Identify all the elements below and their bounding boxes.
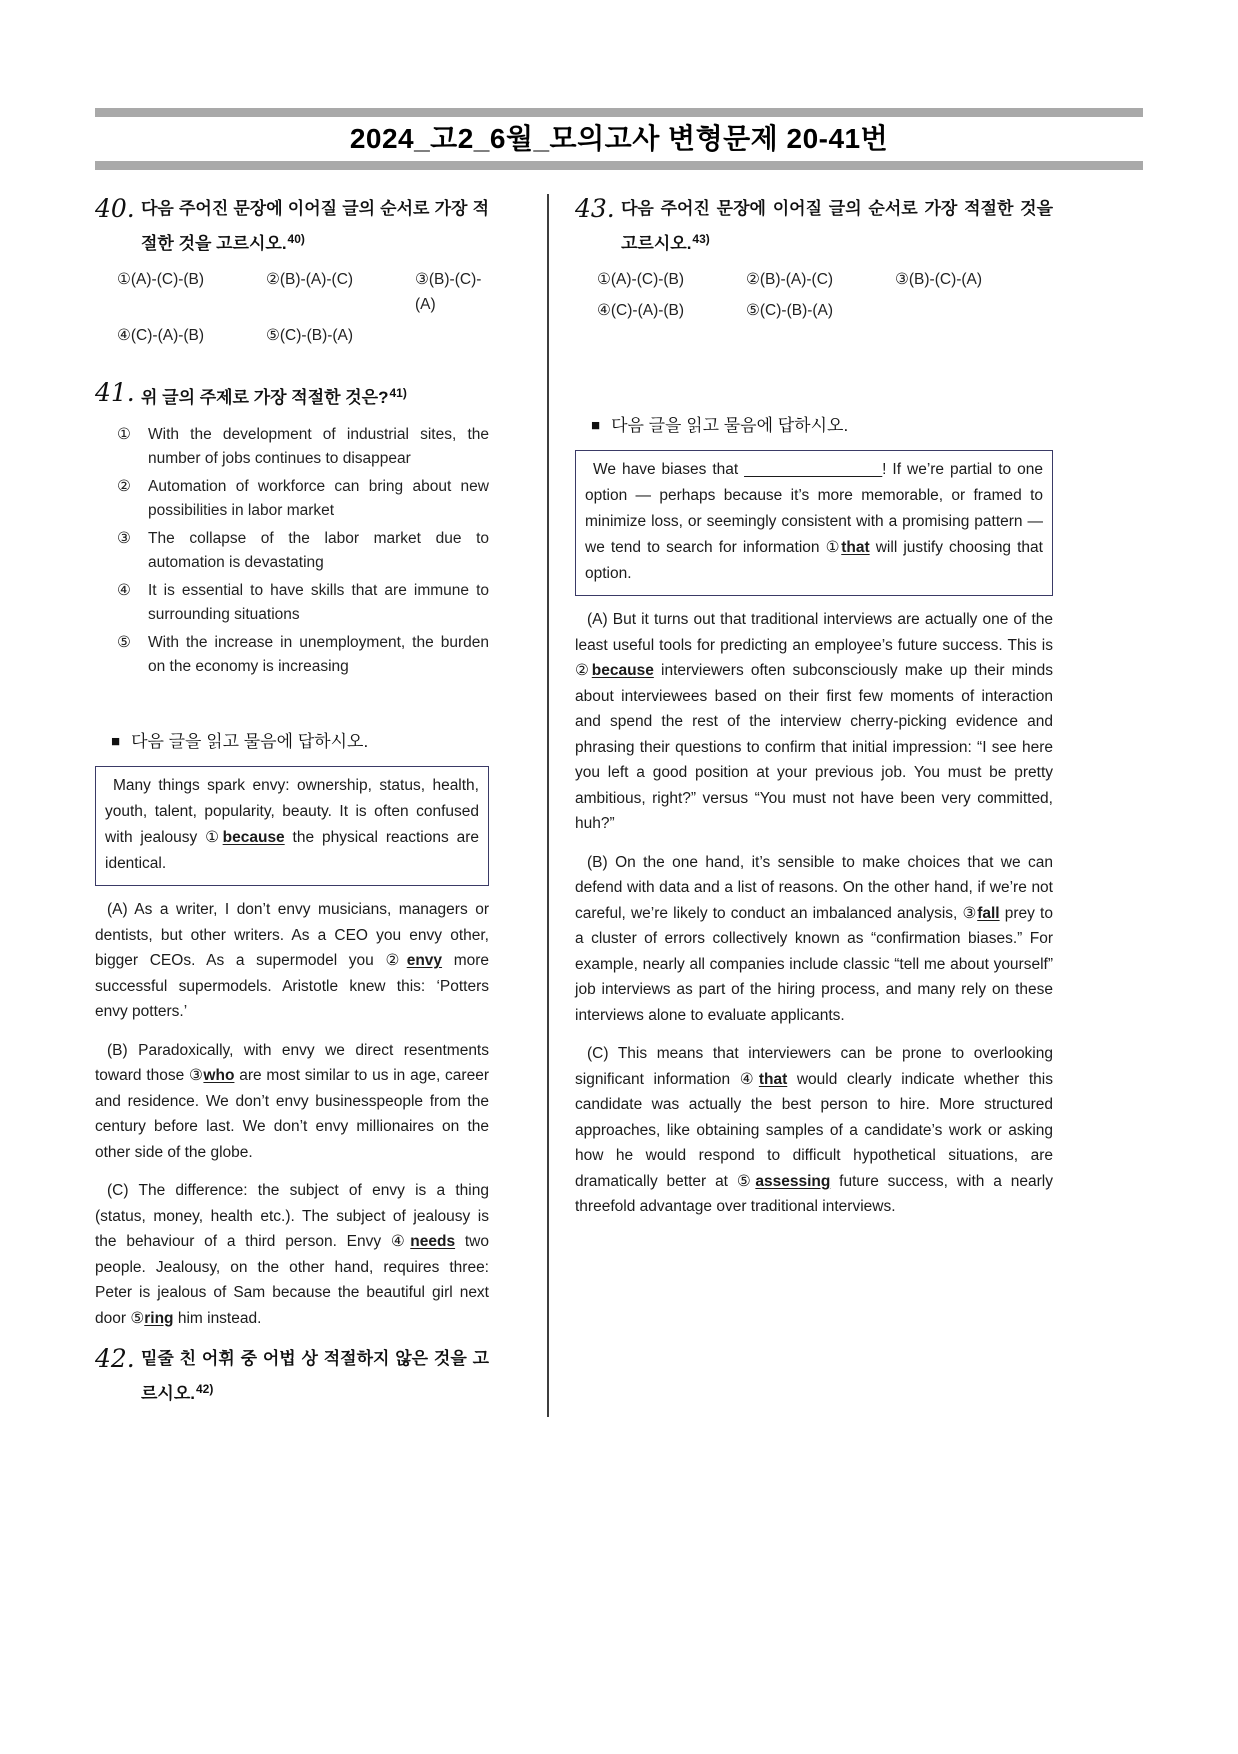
passage-instruction: [591, 411, 1053, 436]
right-column: [549, 194, 1053, 1417]
black-square-icon: ■: [591, 417, 601, 434]
two-column-layout: [95, 194, 1238, 1417]
text-segment: will justify choosing that option.: [585, 539, 1043, 582]
option-4: ④(C)-(A)-(B): [597, 302, 685, 319]
text-segment: (B) On the one hand, it’s sensible to make choices that we can defend with data and a list of reasons. On the other hand, if we’re not careful, we’re likely to conduct an imbalanced analysis,: [575, 853, 1053, 922]
circled-number: ⑤: [736, 1172, 756, 1190]
option-1: ①(A)-(C)-(B): [117, 271, 205, 288]
header-rule-top: [95, 108, 1143, 117]
underlined-word: because: [591, 662, 654, 679]
passage-box: [575, 450, 1053, 596]
question-41: [95, 378, 489, 413]
question-43-number: 43.: [575, 194, 615, 223]
text-segment: prey to a cluster of errors collectively known as “confirmation biases.” For example, nearly all companies include classic “tell me about yourself” job interviews as part of the hiring process, and many rely on these interviews alone to evaluate applicants.: [575, 904, 1053, 1024]
question-43-prompt: [621, 194, 1053, 259]
question-41-prompt: [141, 378, 489, 413]
header-rule-bottom: [95, 161, 1143, 170]
question-41-number: 41.: [95, 378, 135, 407]
option-text: With the development of industrial sites, the number of jobs continues to disappear: [148, 426, 489, 467]
option-2: ②(B)-(A)-(C): [746, 271, 834, 288]
question-41-options: [95, 423, 489, 679]
passage-instruction: [111, 727, 489, 752]
underlined-word: fall: [977, 904, 1000, 922]
fill-in-blank: ________________: [744, 461, 883, 478]
option-1: ①(A)-(C)-(B): [597, 271, 685, 288]
text-segment: We have biases that: [593, 461, 745, 478]
circled-number: ④: [390, 1233, 411, 1250]
text-segment: him instead.: [173, 1309, 262, 1327]
passage-box: [95, 766, 489, 886]
option-text: The collapse of the labor market due to automation is devastating: [148, 530, 489, 571]
text-segment: (A) But it turns out that traditional interviews are actually one of the least useful tools for predicting an employee’s future success. This is: [575, 611, 1053, 654]
text-segment: (A) As a writer, I don’t envy musicians, managers or dentists, but other writers. As a CEO you envy other, bigger CEOs. As a supermodel you: [95, 901, 489, 969]
page-title: 2024_고2_6월_모의고사 변형문제 20-41번: [349, 123, 889, 154]
paragraph-A: [575, 607, 1053, 837]
option-5: ⑤(C)-(B)-(A): [746, 302, 834, 319]
boxed-passage: [585, 457, 1043, 587]
question-43: [575, 194, 1053, 259]
circled-number: ②: [385, 952, 407, 969]
option-2: ②(B)-(A)-(C): [266, 271, 354, 288]
underlined-word: ring: [144, 1309, 174, 1327]
option-5: ⑤(C)-(B)-(A): [266, 327, 354, 344]
option-3: [117, 527, 489, 575]
text-segment: more successful supermodels. Aristotle knew this: ‘Potters envy potters.’: [95, 952, 490, 1020]
black-square-icon: ■: [111, 733, 121, 750]
underlined-word: who: [203, 1067, 235, 1084]
circled-number: ③: [962, 904, 978, 922]
footnote-marker: 43): [692, 232, 710, 246]
text-segment: ! If we’re partial to one option — perhaps because it’s more memorable, or framed to minimize loss, or seemingly consistent with a promising pattern — we tend to search for information: [585, 461, 1044, 556]
question-40-prompt: [141, 194, 489, 259]
underlined-word: because: [222, 829, 285, 846]
question-40-number: 40.: [95, 194, 135, 223]
text-segment: (C) The difference: the subject of envy is a thing (status, money, health etc.). The subject of jealousy is the behaviour of a third person. Envy: [95, 1182, 489, 1250]
option-1: [117, 423, 489, 471]
underlined-word: that: [841, 539, 870, 556]
circled-number: ①: [205, 829, 223, 846]
text-segment: would clearly indicate whether this candidate was actually the best person to hire. More structured approaches, like obtaining samples of a candidate’s work or asking how he would respond to difficult hypothetical situations, are dramatically better at: [575, 1070, 1053, 1190]
option-4: ④(C)-(A)-(B): [117, 327, 205, 344]
circled-number: ②: [575, 662, 592, 679]
option-2: [117, 475, 489, 523]
question-43-options: [597, 267, 1053, 323]
question-40-options: [117, 267, 489, 348]
text-segment: are most similar to us in age, career and residence. We don’t envy businesspeople from the century before last. We don’t envy millionaires on the other side of the globe.: [95, 1067, 489, 1161]
circled-number: ④: [739, 1070, 759, 1088]
option-marker: ⑤: [117, 634, 131, 651]
circled-number: ①: [825, 539, 842, 556]
circled-number: ③: [189, 1067, 204, 1084]
underlined-word: that: [758, 1070, 788, 1088]
page-header: [0, 0, 1238, 170]
prompt-text: 위 글의 주제로 가장 적절한 것은?: [141, 388, 389, 407]
paragraph-B: [575, 850, 1053, 1029]
option-4: [117, 579, 489, 627]
question-42-prompt: [141, 1344, 489, 1409]
footnote-marker: 41): [389, 386, 407, 400]
instruction-text: 다음 글을 읽고 물음에 답하시오.: [611, 416, 849, 435]
boxed-passage: [105, 773, 479, 877]
text-segment: the physical reactions are identical.: [105, 829, 479, 872]
question-42-number: 42.: [95, 1344, 135, 1373]
paragraph-C: [575, 1041, 1053, 1220]
option-marker: ④: [117, 582, 131, 599]
paragraph-C: [95, 1178, 489, 1331]
paragraph-A: [95, 897, 489, 1025]
text-segment: interviewers often subconsciously make up their minds about interviewees based on their first few moments of interaction and spend the rest of the interview cherry-picking evidence and phrasing their questions to confirm that initial impression: “I see here you left a good position at your previous job. You must be pretty ambitious, right?” versus “You must not have been very committed, huh?”: [575, 662, 1054, 832]
text-segment: (B) Paradoxically, with envy we direct resentments toward those: [95, 1041, 489, 1084]
underlined-word: envy: [406, 952, 443, 969]
question-40: [95, 194, 489, 259]
option-marker: ①: [117, 426, 131, 443]
paragraph-B: [95, 1038, 489, 1166]
option-marker: ③: [117, 530, 131, 547]
text-segment: Many things spark envy: ownership, status, health, youth, talent, popularity, beauty. It is often confused with jealousy: [105, 777, 479, 846]
instruction-text: 다음 글을 읽고 물음에 답하시오.: [131, 732, 369, 751]
question-42: [95, 1344, 489, 1409]
prompt-text: 다음 주어진 문장에 이어질 글의 순서로 가장 적절한 것을 고르시오.: [141, 199, 489, 253]
circled-number: ⑤: [130, 1309, 145, 1327]
underlined-word: assessing: [755, 1172, 831, 1190]
prompt-text: 다음 주어진 문장에 이어질 글의 순서로 가장 적절한 것을 고르시오.: [621, 199, 1053, 253]
prompt-text: 밑줄 친 어휘 중 어법 상 적절하지 않은 것을 고르시오.: [141, 1349, 489, 1403]
left-column: [95, 194, 547, 1417]
option-text: With the increase in unemployment, the burden on the economy is increasing: [148, 634, 489, 675]
text-segment: future success, with a nearly threefold advantage over traditional interviews.: [575, 1172, 1053, 1215]
spacer: [95, 348, 489, 378]
option-5: [117, 631, 489, 679]
option-marker: ②: [117, 478, 131, 495]
underlined-word: needs: [410, 1233, 456, 1250]
footnote-marker: 40): [287, 232, 305, 246]
footnote-marker: 42): [196, 1382, 214, 1396]
option-3: ③(B)-(C)-(A): [895, 271, 983, 288]
option-text: It is essential to have skills that are immune to surrounding situations: [148, 582, 489, 623]
option-text: Automation of workforce can bring about new possibilities in labor market: [148, 478, 489, 519]
text-segment: two people. Jealousy, on the other hand, requires three: Peter is jealous of Sam because the beautiful girl next door: [95, 1233, 489, 1327]
text-segment: (C) This means that interviewers can be prone to overlooking significant information: [575, 1045, 1053, 1088]
option-3: ③(B)-(C)-(A): [415, 271, 482, 313]
